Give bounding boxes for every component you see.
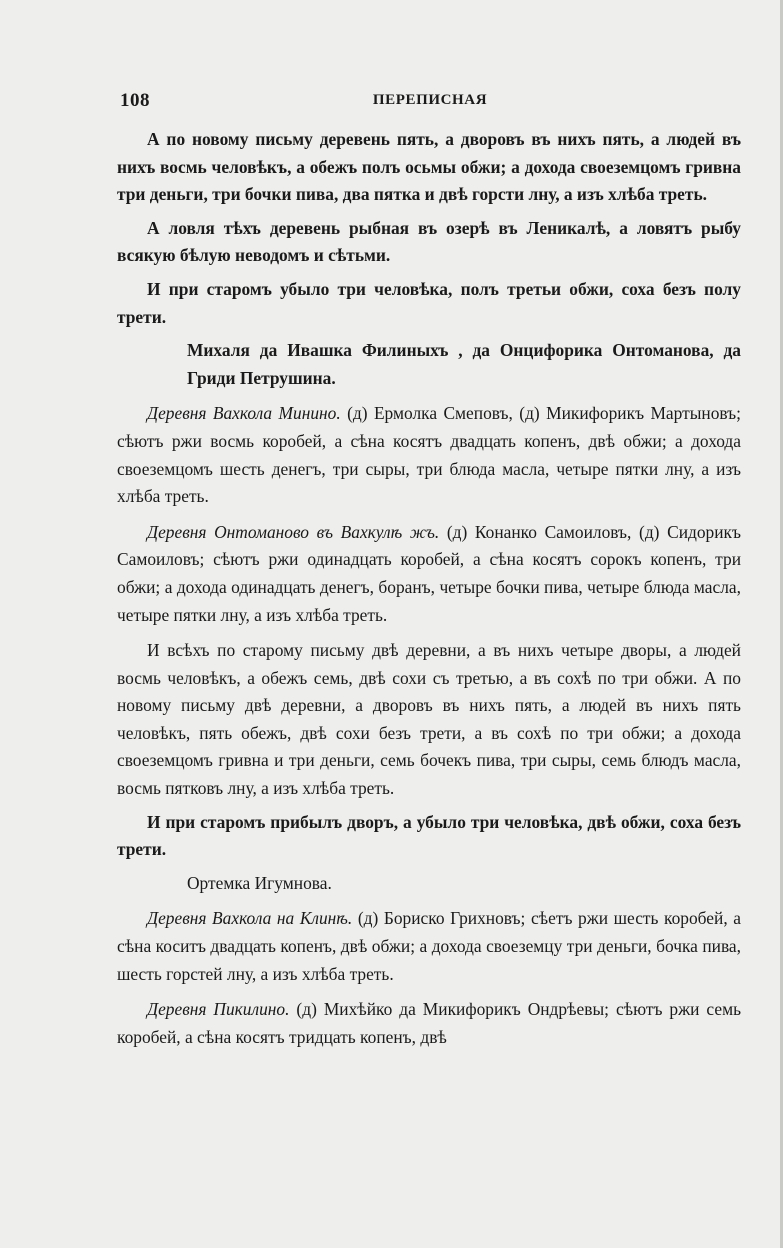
entry-text: (д) Михѣйко да Микифорикъ Ондрѣевы; сѣютъ ржи семь коробей, а сѣна косятъ тридцать копенъ, двѣ	[117, 999, 742, 1047]
village-name: Деревня Вахкола Минино.	[147, 403, 341, 424]
entry-text: (д) Ермолка Смеповъ, (д) Микифорикъ Мартыновъ; сѣютъ ржи восмь коробей, а сѣна косятъ двадцать копенъ, двѣ обжи; а дохода своеземцомъ шесть денегъ, три сыры, три блюда масла, четыре пятки лну, а изъ хлѣба треть.	[117, 403, 741, 507]
village-name: Деревня Вахкола на Клинѣ.	[147, 908, 353, 929]
entry-village-minino	[117, 400, 741, 510]
paragraph-new-census: А по новому письму деревень пять, а дворовъ въ нихъ пять, а людей въ нихъ восмь человѣкъ, а обежъ полъ осьмы обжи; а дохода своеземцомъ гривна три деньги, три бочки пива, два пятка и двѣ горсти лну, а изъ хлѣба треть.	[117, 129, 741, 205]
section-heading-ortemka: Ортемка Игумнова.	[187, 872, 332, 893]
page-number: 108	[120, 90, 150, 111]
entry-village-ontomanovo	[117, 519, 741, 629]
running-head: ПЕРЕПИСНАЯ	[372, 92, 488, 108]
paragraph-old-loss: И при старомъ убыло три человѣка, полъ третьи обжи, соха безъ полу трети.	[117, 278, 741, 327]
village-name: Деревня Пикилино.	[147, 999, 290, 1020]
paragraph-fishing: А ловля тѣхъ деревень рыбная въ озерѣ въ Леникалѣ, а ловятъ рыбу всякую бѣлую неводомъ и сѣтьми.	[117, 217, 741, 266]
village-name: Деревня Онтоманово въ Вахкулѣ жъ.	[147, 521, 440, 542]
page-body	[117, 126, 741, 1059]
section-heading-owners: Михаля да Ивашка Филиныхъ , да Онцифорика Онтоманова, да Гриди Петрушина.	[187, 340, 741, 388]
entry-text: (д) Бориско Грихновъ; сѣетъ ржи шесть коробей, а сѣна коситъ двадцать копенъ, двѣ обжи; а дохода своеземцу три деньги, бочка пива, шесть горстей лну, а изъ хлѣба треть.	[117, 908, 741, 984]
entry-village-pikilino	[117, 996, 741, 1051]
paragraph-old-gain: И при старомъ прибылъ дворъ, а убыло три человѣка, двѣ обжи, соха безъ трети.	[117, 811, 741, 860]
entry-text: (д) Конанко Самоиловъ, (д) Сидорикъ Самоиловъ; сѣютъ ржи одинадцать коробей, а сѣна косятъ сорокъ копенъ, три обжи; а дохода одинадцать денегъ, боранъ, четыре бочки пива, четыре блюда масла, четыре пятки лну, а изъ хлѣба треть.	[117, 521, 741, 625]
paragraph-summary: И всѣхъ по старому письму двѣ деревни, а въ нихъ четыре дворы, а людей восмь человѣкъ, а обежъ семь, двѣ сохи съ третью, а въ сохѣ по три обжи. А по новому письму двѣ деревни, а дворовъ въ нихъ пять, а людей въ нихъ пять человѣкъ, пять обежъ, двѣ сохи безъ трети, а въ сохѣ по три обжи; а дохода своеземцомъ гривна и три деньги, семь бочекъ пива, три сыры, семь блюдъ масла, восмь пятковъ лну, а изъ хлѣба треть.	[117, 640, 741, 799]
page-header	[120, 90, 740, 114]
entry-village-na-kline	[117, 905, 741, 988]
